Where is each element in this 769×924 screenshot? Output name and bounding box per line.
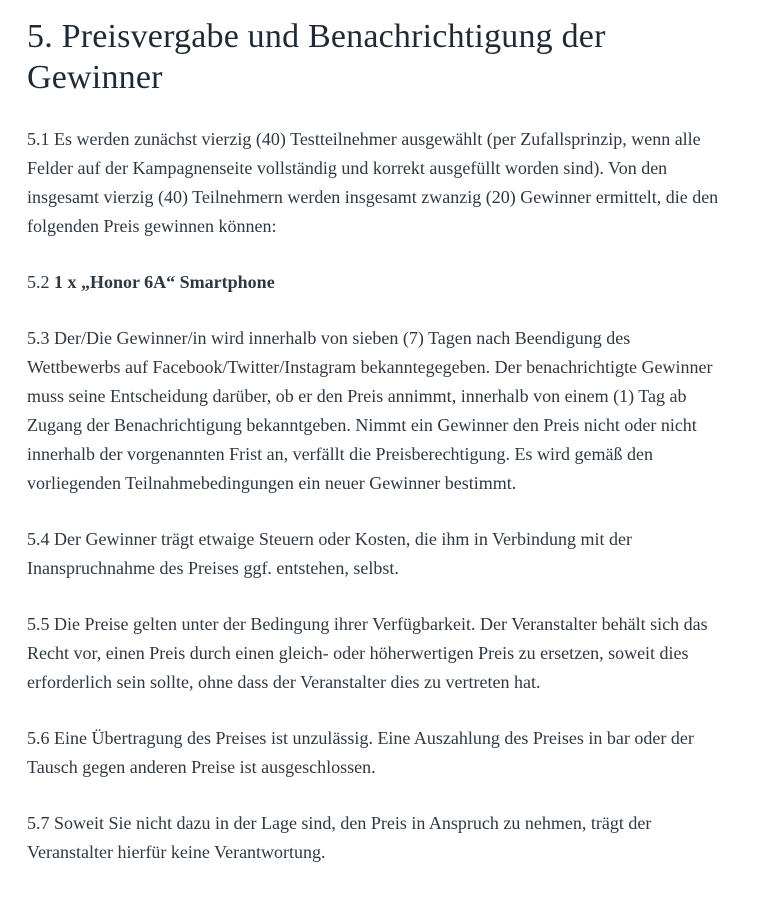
section-heading: 5. Preisvergabe und Benachrichtigung der Gewinner — [27, 18, 606, 97]
clause-5-2-prize: 1 x „Honor 6A“ Smartphone — [54, 271, 275, 292]
clause-5-2 — [27, 268, 725, 297]
clause-5-6: 5.6 Eine Übertragung des Preises ist unzulässig. Eine Auszahlung des Preises in bar oder der Tausch gegen anderen Preise ist ausgeschlossen. — [27, 727, 694, 777]
clause-5-2-number: 5.2 — [27, 271, 54, 292]
clause-5-7: 5.7 Soweit Sie nicht dazu in der Lage sind, den Preis in Anspruch zu nehmen, trägt der Veranstalter hierfür keine Verantwortung. — [27, 812, 652, 862]
clause-5-1: 5.1 Es werden zunächst vierzig (40) Testteilnehmer ausgewählt (per Zufallsprinzip, wenn alle Felder auf der Kampagnenseite vollständig und korrekt ausgefüllt worden sind). Von den insgesamt vierzig (40) Teilnehmern werden insgesamt zwanzig (20) Gewinner ermittelt, die den folgenden Preis gewinnen können: — [27, 128, 719, 236]
clause-5-4: 5.4 Der Gewinner trägt etwaige Steuern oder Kosten, die ihm in Verbindung mit der Inanspruchnahme des Preises ggf. entstehen, selbst. — [27, 528, 633, 578]
clause-5-5: 5.5 Die Preise gelten unter der Bedingung ihrer Verfügbarkeit. Der Veranstalter behält sich das Recht vor, einen Preis durch einen gleich- oder höherwertigen Preis zu ersetzen, soweit dies erforderlich sein sollte, ohne dass der Veranstalter dies zu vertreten hat. — [27, 613, 708, 692]
clause-5-3: 5.3 Der/Die Gewinner/in wird innerhalb von sieben (7) Tagen nach Beendigung des Wettbewerbs auf Facebook/Twitter/Instagram bekanntegegeben. Der benachrichtigte Gewinner muss seine Entscheidung darüber, ob er den Preis annimmt, innerhalb von einem (1) Tag ab Zugang der Benachrichtigung bekanntgeben. Nimmt ein Gewinner den Preis nicht oder nicht innerhalb der vorgenannten Frist an, verfällt die Preisberechtigung. Es wird gemäß den vorliegenden Teilnahmebedingungen ein neuer Gewinner bestimmt. — [27, 327, 713, 493]
